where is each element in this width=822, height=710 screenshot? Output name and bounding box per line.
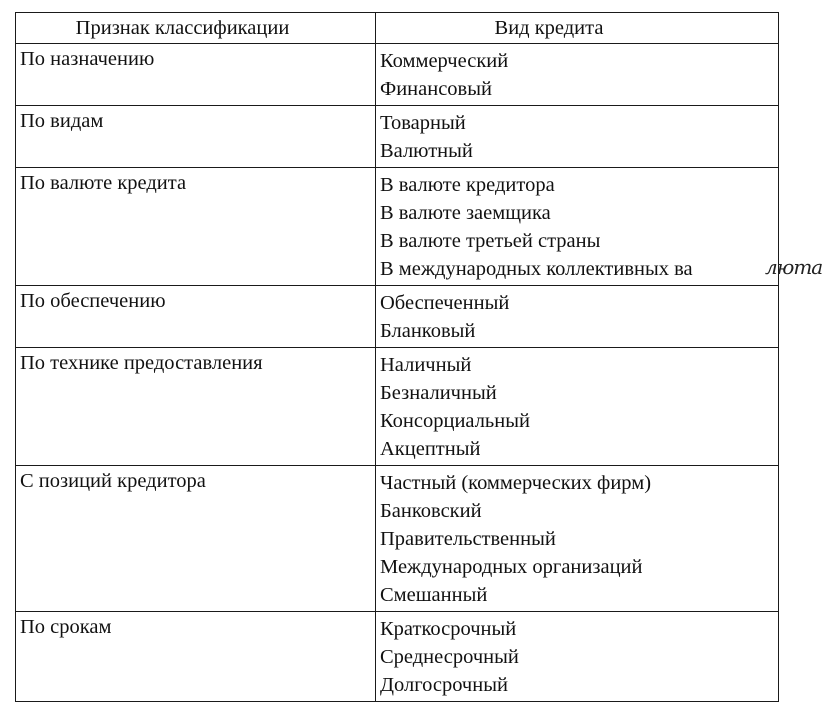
table-row [16,466,779,612]
credit-type: Безналичный [380,382,497,404]
credit-type-overflow-line [380,255,822,283]
credit-type: Коммерческий [380,50,509,72]
credit-type: Международных организаций [380,556,643,578]
credit-type: Правительственный [380,528,556,550]
credit-type: Акцептный [380,438,481,460]
credit-type: Банковский [380,500,482,522]
table-row [16,106,779,168]
credit-type: Смешанный [380,584,488,606]
category-cell: По срокам [16,612,376,702]
table-row [16,168,779,286]
credit-type: Бланковый [380,320,476,342]
credit-type: В валюте третьей страны [380,230,601,252]
category-cell: По видам [16,106,376,168]
category-cell: По валюте кредита [16,168,376,286]
header-row [16,13,779,44]
credit-type: Валютный [380,140,473,162]
credit-type: Частный (коммерческих фирм) [380,472,652,494]
types-cell [376,106,779,168]
header-credit-type: Вид кредита [376,13,779,44]
credit-type: В валюте заемщика [380,202,551,224]
credit-type: Консорциальный [380,410,530,432]
credit-type: Финансовый [380,78,492,100]
table-row [16,612,779,702]
types-cell [376,168,822,286]
types-cell [376,286,779,348]
category-cell: С позиций кредитора [16,466,376,612]
credit-type: В валюте кредитора [380,174,555,196]
credit-type: Наличный [380,354,472,376]
credit-type: Среднесрочный [380,646,519,668]
table-row [16,348,779,466]
types-cell [376,612,779,702]
table-row [16,286,779,348]
types-cell [376,466,779,612]
category-cell: По обеспечению [16,286,376,348]
header-classification-feature: Признак классификации [16,13,376,44]
credit-type: Обеспеченный [380,292,510,314]
credit-type: Долгосрочный [380,674,508,696]
credit-type: В международных коллективных ва [380,258,693,280]
category-cell: По технике предоставления [16,348,376,466]
table-row [16,44,779,106]
credit-type: Товарный [380,112,466,134]
handwritten-note: люта [765,255,822,279]
types-cell [376,44,779,106]
credit-classification-table [15,12,822,702]
types-cell [376,348,779,466]
category-cell: По назначению [16,44,376,106]
credit-type: Краткосрочный [380,618,517,640]
